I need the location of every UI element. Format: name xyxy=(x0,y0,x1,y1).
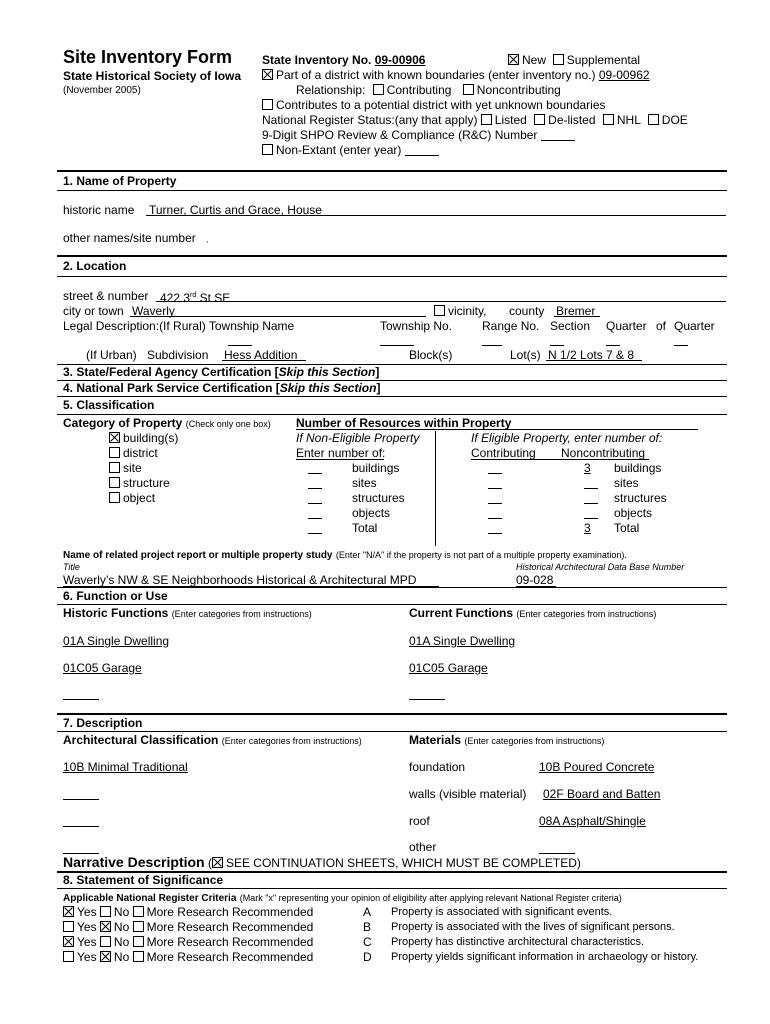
c-objects-field[interactable] xyxy=(488,518,502,519)
criterion-c-text: Property has distinctive architectural characteristics. xyxy=(391,936,645,948)
criterion-d-letter: D xyxy=(363,950,372,964)
range-no-field[interactable] xyxy=(482,345,502,346)
district-number[interactable]: 09-00962 xyxy=(598,68,650,82)
section6-bottom-rule xyxy=(57,604,727,605)
section3-close: ] xyxy=(375,365,380,379)
related-db-label: Historical Architectural Data Base Number xyxy=(516,562,685,572)
rural-label: (If Rural) xyxy=(159,319,206,333)
form-date: (November 2005) xyxy=(63,85,141,96)
current-functions-header xyxy=(409,606,656,621)
row-total-label: Total xyxy=(352,521,378,535)
section3-skip: Skip this Section xyxy=(278,365,376,379)
section2-bottom-rule xyxy=(57,276,727,277)
range-no-label: Range No. xyxy=(482,319,540,333)
category-label: Category of Property xyxy=(63,416,183,430)
inventory-number-row xyxy=(262,53,425,67)
listed-checkbox[interactable] xyxy=(481,114,492,125)
category-note: (Check only one box) xyxy=(185,419,271,429)
nc-total-value[interactable]: 3 xyxy=(584,521,591,535)
agency-name: State Historical Society of Iowa xyxy=(63,69,242,83)
non-extant-year-field[interactable] xyxy=(405,144,439,156)
c-buildings-field[interactable] xyxy=(488,473,502,474)
criterion-d-no-checkbox[interactable] xyxy=(100,951,111,962)
criterion-b-more-checkbox[interactable] xyxy=(133,921,144,932)
criterion-d-text: Property yields significant information in archaeology or history. xyxy=(391,951,699,963)
nc-sites-field[interactable] xyxy=(584,488,598,489)
ne-buildings-field[interactable] xyxy=(308,473,322,474)
section2-title: 2. Location xyxy=(63,259,127,273)
county-value[interactable]: Bremer xyxy=(556,304,596,318)
doe-checkbox[interactable] xyxy=(648,114,659,125)
arch-class-2-field[interactable] xyxy=(63,799,99,800)
legal-label: Legal Description: xyxy=(63,319,160,333)
section1-title: 1. Name of Property xyxy=(63,174,177,188)
section3-title xyxy=(63,365,379,379)
criterion-a-yes-label: Yes xyxy=(77,905,97,919)
non-extant-checkbox[interactable] xyxy=(262,144,273,155)
contributing-checkbox[interactable] xyxy=(373,84,384,95)
criterion-b-no-checkbox[interactable] xyxy=(100,921,111,932)
subdivision-value[interactable]: Hess Addition xyxy=(224,348,298,362)
ne-structures-field[interactable] xyxy=(308,503,322,504)
lots-label: Lot(s) xyxy=(510,348,541,362)
criteria-row-c xyxy=(63,935,313,949)
legal-description-row xyxy=(63,319,294,333)
district-checkbox[interactable] xyxy=(262,69,273,80)
section8-bottom-rule xyxy=(57,888,727,889)
section4-title-text: 4. National Park Service Certification [ xyxy=(63,381,280,395)
category-building xyxy=(109,431,178,445)
criterion-b-text: Property is associated with the lives of significant persons. xyxy=(391,921,675,933)
elig-row-buildings-label: buildings xyxy=(614,461,662,475)
criterion-b-yes-label: Yes xyxy=(77,920,97,934)
district-row xyxy=(262,68,650,82)
section7-top-rule xyxy=(57,713,727,715)
criteria-label: Applicable National Register Criteria xyxy=(63,893,237,904)
criterion-d-yes-label: Yes xyxy=(77,950,97,964)
criterion-a-letter: A xyxy=(363,905,372,919)
new-label: New xyxy=(522,53,547,67)
supplemental-label: Supplemental xyxy=(566,53,641,67)
form-title: Site Inventory Form xyxy=(63,47,233,67)
contributing-col-label: Contributing xyxy=(471,446,536,460)
c-structures-field[interactable] xyxy=(488,503,502,504)
criterion-a-no-checkbox[interactable] xyxy=(100,906,111,917)
street-number: 422 3 xyxy=(160,291,191,305)
criterion-a-more-checkbox[interactable] xyxy=(133,906,144,917)
section5-title: 5. Classification xyxy=(63,398,155,412)
delisted-checkbox[interactable] xyxy=(534,114,545,125)
materials-header xyxy=(409,733,604,748)
historic-function-3-field[interactable] xyxy=(63,699,99,700)
arch-class-note: (Enter categories from instructions) xyxy=(221,736,362,746)
potential-district-checkbox[interactable] xyxy=(262,99,273,110)
related-db-value[interactable]: 09-028 xyxy=(516,573,554,587)
site-checkbox[interactable] xyxy=(109,462,120,473)
category-header xyxy=(63,416,271,431)
criterion-c-yes-label: Yes xyxy=(77,935,97,949)
building-checkbox[interactable] xyxy=(109,432,120,443)
nr-status-row xyxy=(262,113,688,127)
street-name: St SE xyxy=(196,291,231,305)
criterion-b-letter: B xyxy=(363,920,372,934)
city-value[interactable]: Waverly xyxy=(132,304,175,318)
arch-class-value[interactable]: 10B Minimal Traditional xyxy=(63,760,188,774)
object-checkbox[interactable] xyxy=(109,492,120,503)
criterion-c-more-label: More Research Recommended xyxy=(146,935,314,949)
contributing-label: Contributing xyxy=(386,83,452,97)
criterion-c-more-checkbox[interactable] xyxy=(133,936,144,947)
quarter2-label: Quarter xyxy=(674,319,715,333)
noncontributing-checkbox[interactable] xyxy=(463,84,474,95)
quarter-field[interactable] xyxy=(606,345,620,346)
narrative-label: Narrative Description xyxy=(63,854,205,870)
section4-close: ] xyxy=(376,381,381,395)
related-title-value[interactable]: Waverly’s NW & SE Neighborhoods Historical & Architectural MPD xyxy=(63,573,417,587)
narrative-note: SEE CONTINUATION SHEETS, WHICH MUST BE COMPLETED) xyxy=(225,856,581,870)
district-label: Part of a district with known boundaries (enter inventory no.) xyxy=(276,68,596,82)
potential-district-label: Contributes to a potential district with yet unknown boundaries xyxy=(276,98,606,112)
criteria-header xyxy=(63,890,622,906)
nc-structures-field[interactable] xyxy=(584,503,598,504)
subdivision-label: Subdivision xyxy=(147,348,209,362)
criterion-b-yes-checkbox[interactable] xyxy=(63,921,74,932)
shpo-number-field[interactable] xyxy=(541,129,575,141)
other-names-label: other names/site number xyxy=(63,231,196,245)
arch-class-header xyxy=(63,733,362,748)
category-object xyxy=(109,491,155,505)
section1-top-rule xyxy=(57,170,727,172)
category-structure xyxy=(109,476,170,490)
new-checkbox[interactable] xyxy=(508,54,519,65)
non-extant-row xyxy=(262,143,439,157)
criterion-d-no-label: No xyxy=(113,950,130,964)
enter-number-label: Enter number of: xyxy=(296,446,386,460)
resources-divider xyxy=(435,431,436,546)
non-eligible-label: If Non-Eligible Property xyxy=(296,431,420,445)
section5-bottom-rule xyxy=(57,414,727,415)
inventory-label: State Inventory No. xyxy=(262,53,372,67)
shpo-row xyxy=(262,128,575,142)
criterion-b-more-label: More Research Recommended xyxy=(146,920,314,934)
ne-total-field[interactable] xyxy=(308,533,322,534)
shpo-label: 9-Digit SHPO Review & Compliance (R&C) Number xyxy=(262,128,538,142)
c-total-field[interactable] xyxy=(488,533,502,534)
doe-label: DOE xyxy=(661,113,688,127)
urban-label: (If Urban) xyxy=(86,348,137,362)
historic-function-2[interactable]: 01C05 Garage xyxy=(63,661,142,675)
section5-top-rule xyxy=(57,396,727,397)
section-field[interactable] xyxy=(550,345,564,346)
object-label: object xyxy=(123,491,156,505)
noncontributing-col-label: Noncontributing xyxy=(561,446,646,460)
other-material-field[interactable] xyxy=(539,853,575,854)
section1-bottom-rule xyxy=(57,190,727,191)
township-no-label: Township No. xyxy=(380,319,453,333)
nhl-label: NHL xyxy=(616,113,641,127)
arch-class-label: Architectural Classification xyxy=(63,733,219,747)
new-supplemental-row xyxy=(508,53,640,67)
criterion-c-no-checkbox[interactable] xyxy=(100,936,111,947)
related-title-label: Title xyxy=(63,562,80,572)
of-label: of xyxy=(656,319,667,333)
structure-checkbox[interactable] xyxy=(109,477,120,488)
lots-value[interactable]: N 1/2 Lots 7 & 8 xyxy=(548,348,635,362)
township-name-label: Township Name xyxy=(208,319,295,333)
ne-sites-field[interactable] xyxy=(308,488,322,489)
street-label: street & number xyxy=(63,289,149,303)
structure-label: structure xyxy=(123,476,170,490)
narrative-checkbox[interactable] xyxy=(212,857,223,868)
section2-top-rule xyxy=(57,255,727,257)
section4-title xyxy=(63,381,380,395)
district-category-checkbox[interactable] xyxy=(109,447,120,458)
relationship-label: Relationship: xyxy=(296,83,366,97)
street-value[interactable] xyxy=(160,289,230,305)
township-no-field[interactable] xyxy=(380,345,414,346)
section4-skip: Skip this Section xyxy=(279,381,377,395)
section7-title: 7. Description xyxy=(63,716,143,730)
criterion-a-text: Property is associated with significant events. xyxy=(391,906,613,918)
criterion-a-yes-checkbox[interactable] xyxy=(63,906,74,917)
materials-label: Materials xyxy=(409,733,462,747)
criterion-d-yes-checkbox[interactable] xyxy=(63,951,74,962)
criterion-b-no-label: No xyxy=(113,920,130,934)
row-sites-label: sites xyxy=(352,476,377,490)
city-label: city or town xyxy=(63,304,124,318)
row-objects-label: objects xyxy=(352,506,391,520)
nc-objects-field[interactable] xyxy=(584,518,598,519)
section6-top-rule xyxy=(57,587,727,588)
resources-underline xyxy=(296,429,698,430)
historic-name-label: historic name xyxy=(63,203,135,217)
criterion-c-letter: C xyxy=(363,935,372,949)
section-label: Section xyxy=(550,319,591,333)
elig-row-objects-label: objects xyxy=(614,506,653,520)
walls-label: walls (visible material) xyxy=(409,787,527,801)
elig-row-total-label: Total xyxy=(614,521,640,535)
row-structures-label: structures xyxy=(352,491,405,505)
eligible-label: If Eligible Property, enter number of: xyxy=(471,431,663,445)
other-names-value[interactable]: , xyxy=(206,235,209,244)
section3-title-text: 3. State/Federal Agency Certification [ xyxy=(63,365,279,379)
category-district xyxy=(109,446,158,460)
historic-functions-header xyxy=(63,606,312,621)
relationship-row xyxy=(296,83,561,97)
current-function-2[interactable]: 01C05 Garage xyxy=(409,661,488,675)
other-label: other xyxy=(409,840,437,854)
elig-row-structures-label: structures xyxy=(614,491,667,505)
street-underline xyxy=(156,301,726,302)
section8-title: 8. Statement of Significance xyxy=(63,873,224,887)
walls-value[interactable]: 02F Board and Batten xyxy=(543,787,661,801)
vicinity-label: vicinity, xyxy=(448,304,487,318)
criterion-a-no-label: No xyxy=(113,905,130,919)
criterion-d-more-label: More Research Recommended xyxy=(146,950,314,964)
quarter2-field[interactable] xyxy=(674,345,688,346)
foundation-label: foundation xyxy=(409,760,466,774)
criteria-row-d xyxy=(63,950,313,964)
noncontributing-label: Noncontributing xyxy=(476,83,561,97)
site-label: site xyxy=(123,461,142,475)
ne-objects-field[interactable] xyxy=(308,518,322,519)
county-label: county xyxy=(509,304,545,318)
historic-function-1[interactable]: 01A Single Dwelling xyxy=(63,634,170,648)
section6-title: 6. Function or Use xyxy=(63,589,168,603)
related-label: Name of related project report or multiple property study xyxy=(63,550,333,561)
foundation-value[interactable]: 10B Poured Concrete xyxy=(539,760,655,774)
blocks-label: Block(s) xyxy=(409,348,453,362)
roof-label: roof xyxy=(409,814,430,828)
delisted-label: De-listed xyxy=(548,113,596,127)
nc-buildings-value[interactable]: 3 xyxy=(584,461,591,475)
criteria-row-a xyxy=(63,905,313,919)
inventory-number[interactable]: 09-00906 xyxy=(374,53,426,67)
criterion-c-yes-checkbox[interactable] xyxy=(63,936,74,947)
narrative-row: Narrative Description ( SEE CONTINUATION SHEETS, WHICH MUST BE COMPLETED) xyxy=(63,854,581,870)
current-function-1[interactable]: 01A Single Dwelling xyxy=(409,634,516,648)
criteria-note: (Mark "x" representing your opinion of eligibility after applying relevant National Register criteria) xyxy=(239,893,622,903)
historic-functions-label: Historic Functions xyxy=(63,606,169,620)
street-ordinal: rd xyxy=(190,292,197,299)
related-note: (Enter "N/A" if the property is not part of a multiple property examination). xyxy=(335,550,627,560)
criterion-d-more-checkbox[interactable] xyxy=(133,951,144,962)
current-functions-note: (Enter categories from instructions) xyxy=(516,609,657,619)
vicinity-row xyxy=(434,304,486,318)
listed-label: Listed xyxy=(494,113,527,127)
enter-number-underline xyxy=(296,459,384,460)
current-functions-label: Current Functions xyxy=(409,606,513,620)
township-name-field[interactable] xyxy=(228,345,252,346)
resources-label: Number of Resources within Property xyxy=(296,416,512,430)
current-function-3-field[interactable] xyxy=(409,699,445,700)
potential-district-row xyxy=(262,98,606,112)
criterion-c-no-label: No xyxy=(113,935,130,949)
district-category-label: district xyxy=(123,446,158,460)
materials-note: (Enter categories from instructions) xyxy=(464,736,605,746)
quarter-label: Quarter xyxy=(606,319,647,333)
elig-row-sites-label: sites xyxy=(614,476,639,490)
section7-mid-rule xyxy=(57,731,727,732)
vicinity-checkbox[interactable] xyxy=(434,305,445,316)
criteria-row-b xyxy=(63,920,313,934)
category-site xyxy=(109,461,142,475)
enter-year-label: (enter year) xyxy=(339,143,402,157)
nhl-checkbox[interactable] xyxy=(603,114,614,125)
nr-status-label: National Register Status:(any that apply) xyxy=(262,113,478,127)
criterion-a-more-label: More Research Recommended xyxy=(146,905,314,919)
historic-name-value[interactable]: Turner, Curtis and Grace, House xyxy=(149,203,322,217)
contrib-underline xyxy=(471,459,649,460)
c-sites-field[interactable] xyxy=(488,488,502,489)
supplemental-checkbox[interactable] xyxy=(553,54,564,65)
building-label: building(s) xyxy=(123,431,179,445)
row-buildings-label: buildings xyxy=(352,461,400,475)
historic-functions-note: (Enter categories from instructions) xyxy=(171,609,312,619)
non-extant-label: Non-Extant xyxy=(276,143,337,157)
roof-value[interactable]: 08A Asphalt/Shingle xyxy=(539,814,646,828)
arch-class-3-field[interactable] xyxy=(63,826,99,827)
